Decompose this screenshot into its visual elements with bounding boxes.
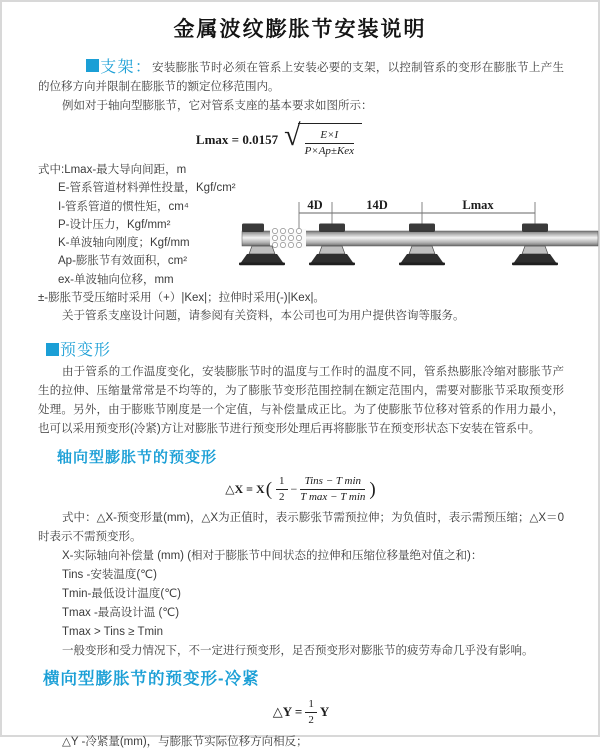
- definition-line: Ap-膨胀节有效面积，cm²: [58, 255, 188, 268]
- predeform-heading-text: 预变形: [60, 341, 112, 359]
- temperature-fraction: [300, 475, 365, 503]
- open-paren: (: [265, 478, 273, 500]
- term-line: Tins -安装温度(℃): [62, 569, 157, 582]
- lateral-formula-lhs: △Y =: [272, 704, 303, 720]
- half-fraction: [276, 475, 288, 503]
- close-paren: ): [369, 478, 376, 500]
- minus-sign: −: [290, 481, 298, 496]
- lmax-numerator: E×I: [305, 129, 355, 144]
- definition-line: ex-单波轴向位移，mm: [58, 273, 174, 286]
- term-line: Tmin-最低设计温度(℃): [62, 588, 181, 601]
- axial-subheading: 轴向型膨胀节的预变形: [57, 448, 218, 466]
- lmax-formula: [195, 119, 362, 157]
- bellows-icon: [270, 228, 306, 248]
- predeform-body-paragraph: 由于管系的工作温度变化，安装膨胀节时的温度与工作时的温度不同，管系热膨胀冷缩对膨胀节产生的拉伸、压缩量常常是不均等的，为了膨胀节变形范围控制在额定范围内，需要对膨胀节采取预变形处理。另外，由于膨账节刚度是一个定值，与补偿量成正比。为了使膨胀节位移对管系的作用力最小，也可以采用预变形(冷紧)方让对膨胀节进行预变形处理后再将膨胀节在预变形状态下安装在管系中。: [38, 365, 564, 435]
- support-intro-paragraph: [38, 58, 564, 97]
- term-line: Tmax -最高设计温 (℃): [62, 607, 180, 620]
- page-title: 金属波纹膨胀节安装说明: [173, 18, 427, 41]
- half-denominator: 2: [308, 713, 314, 726]
- support-section-heading: 支架：: [100, 59, 153, 76]
- diagram-label-14d: 14D: [366, 198, 388, 212]
- half-denominator: 2: [279, 490, 285, 503]
- lateral-note-line: △Y -冷紧量(mm)，与膨胀节实际位移方向相反；: [62, 736, 308, 749]
- consult-line: 关于管系支座设计问题，请参阅有关资料，本公司也可为用户提供咨询等服务。: [62, 309, 465, 322]
- diagram-label-lmax: Lmax: [462, 198, 494, 212]
- half-fraction: [305, 698, 317, 726]
- half-numerator: 1: [305, 698, 317, 713]
- lmax-formula-lhs: Lmax = 0.0157: [195, 132, 279, 148]
- definition-line: ±-膨胀节受压缩时采用（+）|Kex|；拉伸时采用(-)|Kex|。: [38, 291, 325, 304]
- axial-formula: [225, 475, 376, 503]
- term-line: X-实际轴向补偿量 (mm) (相对于膨胀节中间状态的拉伸和压缩位移量绝对值之和)：: [62, 550, 483, 563]
- predeform-section-heading: [46, 337, 564, 360]
- axial-formula-lhs: △X = X: [225, 481, 265, 496]
- half-numerator: 1: [276, 475, 288, 490]
- axial-terms-list: [38, 547, 564, 642]
- radical-sign: √: [284, 119, 301, 152]
- lateral-formula-rhs: Y: [319, 704, 330, 720]
- support-intro-text: 安装膨胀节时必须在管系上安装必要的支架，以控制管系的变形在膨胀节上产生的位移方向并限制在膨胀节的额定位移范围内。: [38, 62, 564, 93]
- temp-denominator: T max − T min: [300, 490, 366, 503]
- diagram-label-4d: 4D: [307, 198, 323, 212]
- definition-line: I-管系管道的惯性矩，cm⁴: [58, 200, 189, 213]
- temp-numerator: Tins − T min: [300, 475, 365, 490]
- term-line: Tmax > Tins ≥ Tmin: [62, 626, 163, 639]
- axial-explain-paragraph: 式中：△X-预变形量(mm)，△X为正值时，表示膨张节需预拉伸；为负值时，表示需预压缩；△X＝0时表示不需预变形。: [38, 512, 564, 544]
- definition-line: K-单波轴向刚度；Kgf/mm: [58, 237, 190, 250]
- sqrt-radical: [284, 119, 362, 157]
- lateral-subheading: 横向型膨胀节的预变形-冷紧: [43, 670, 260, 689]
- axial-note-line: 一般变形和受力情况下，不一定进行预变形，足否预变形对膨胀节的疲劳寿命几乎没有影响。: [62, 645, 534, 658]
- definition-line: E-管系管道材料弹性投量，Kgf/cm²: [58, 182, 236, 195]
- section-marker-icon: [46, 343, 59, 356]
- lmax-denominator: P×Ap±Kex: [304, 144, 355, 157]
- lateral-formula: [273, 698, 329, 726]
- definition-line: P-设计压力，Kgf/mm²: [58, 218, 171, 231]
- pipe-support-diagram: [242, 193, 598, 273]
- support-example-line: 例如对于轴向型膨胀节，它对管系支座的基本要求如图所示：: [62, 100, 373, 112]
- section-marker-icon: [86, 59, 99, 72]
- lmax-fraction: [305, 129, 355, 157]
- definition-line: 式中:Lmax-最大导向间距，m: [38, 164, 187, 177]
